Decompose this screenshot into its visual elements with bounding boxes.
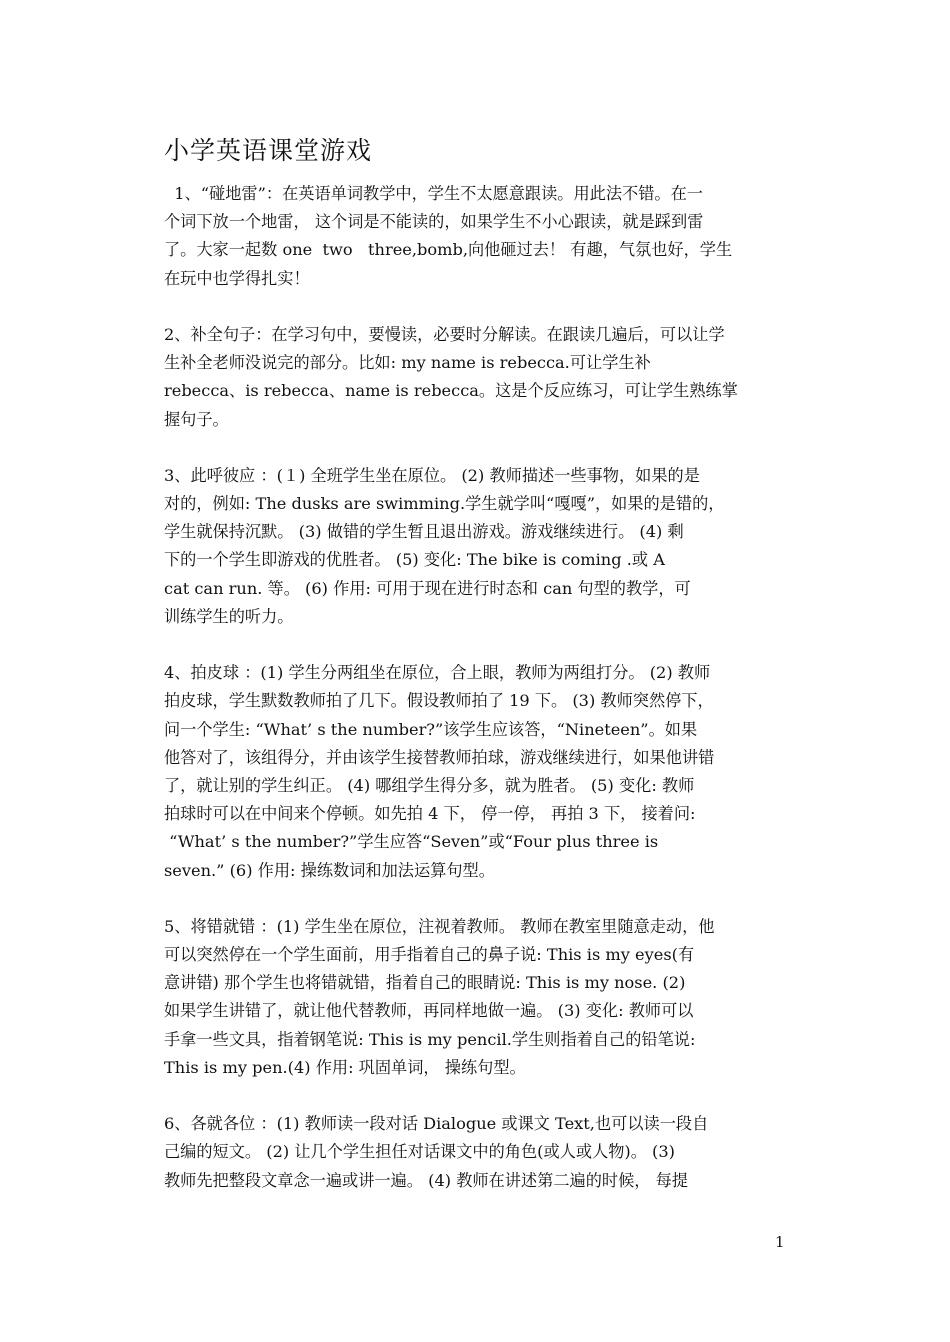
document-title: 小学英语课堂游戏: [164, 136, 373, 165]
paragraph-line: 生补全老师没说完的部分。比如: my name is rebecca.可让学生补: [164, 353, 651, 373]
paragraph: [164, 180, 788, 293]
paragraph-line: 4、拍皮球 ：(1) 学生分两组坐在原位，合上眼，教师为两组打分。 (2) 教师: [164, 663, 711, 683]
paragraph-line: 教师先把整段文章念一遍或讲一遍。 (4) 教师在讲述第二遍的时候， 每提: [164, 1170, 688, 1190]
paragraph: [164, 659, 788, 885]
page-number: 1: [775, 1233, 785, 1251]
paragraph-line: 了。大家一起数 one two three,bomb,向他砸过去！ 有趣，气氛也好，学生: [164, 240, 733, 260]
paragraph-line: 握句子。: [164, 409, 229, 429]
paragraph-line: 手拿一些文具，指着钢笔说: This is my pencil.学生则指着自己的铅笔说:: [164, 1029, 696, 1049]
paragraph: [164, 913, 788, 1082]
paragraph-line: 学生就保持沉默。 (3) 做错的学生暂且退出游戏。游戏继续进行。 (4) 剩: [164, 522, 684, 542]
paragraph-line: 2、补全句子：在学习句中，要慢读，必要时分解读。在跟读几遍后，可以让学: [164, 324, 725, 344]
paragraph: [164, 321, 788, 434]
paragraph-line: 问一个学生: “What’ s the number?”该学生应该答，“Nineteen”。如果: [164, 719, 698, 739]
paragraph-line: 个词下放一个地雷， 这个词是不能读的，如果学生不小心跟读，就是踩到雷: [164, 212, 704, 232]
paragraph-line: rebecca、is rebecca、name is rebecca。这是个反应练习，可让学生熟练掌: [164, 381, 738, 401]
paragraph-line: 他答对了，该组得分，并由该学生接替教师拍球，游戏继续进行，如果他讲错: [164, 747, 715, 767]
paragraph-line: This is my pen.(4) 作用: 巩固单词， 操练句型。: [164, 1057, 526, 1077]
paragraph-line: 对的，例如: The dusks are swimming.学生就学叫“嘎嘎”，如果的是错的，: [164, 494, 725, 514]
paragraph-line: 拍球时可以在中间来个停顿。如先拍 4 下， 停一停， 再拍 3 下， 接着问:: [164, 804, 696, 824]
paragraph-line: 在玩中也学得扎实！: [164, 268, 310, 288]
paragraph-line: cat can run. 等。 (6) 作用: 可用于现在进行时态和 can 句型的教学，可: [164, 578, 691, 598]
paragraph-line: 训练学生的听力。: [164, 606, 294, 626]
paragraph: [164, 462, 788, 631]
document-body: [164, 180, 788, 1223]
paragraph-line: 可以突然停在一个学生面前，用手指着自己的鼻子说: This is my eyes(有: [164, 945, 695, 965]
paragraph-line: “What’ s the number?”学生应答“Seven”或“Four plus three is: [164, 832, 659, 852]
paragraph-line: 己编的短文。 (2) 让几个学生担任对话课文中的角色(或人或人物)。 (3): [164, 1142, 675, 1162]
paragraph-line: 6、各就各位 ：(1) 教师读一段对话 Dialogue 或课文 Text,也可以读一段自: [164, 1114, 709, 1134]
paragraph-line: 意讲错) 那个学生也将错就错，指着自己的眼睛说: This is my nose. (2): [164, 973, 686, 993]
paragraph-line: 5、将错就错 ：(1) 学生坐在原位，注视着教师。 教师在教室里随意走动，他: [164, 916, 715, 936]
paragraph-line: 如果学生讲错了，就让他代替教师，再同样地做一遍。 (3) 变化: 教师可以: [164, 1001, 694, 1021]
paragraph-line: 了，就让别的学生纠正。 (4) 哪组学生得分多，就为胜者。 (5) 变化: 教师: [164, 775, 695, 795]
paragraph: [164, 1110, 788, 1195]
paragraph-line: 1、“碰地雷”：在英语单词教学中，学生不太愿意跟读。用此法不错。在一: [164, 184, 703, 203]
paragraph-line: 3、此呼彼应 ：(１) 全班学生坐在原位。 (2) 教师描述一些事物，如果的是: [164, 465, 700, 485]
paragraph-line: 下的一个学生即游戏的优胜者。 (5) 变化: The bike is coming .或 A: [164, 550, 665, 570]
paragraph-line: seven.” (6) 作用: 操练数词和加法运算句型。: [164, 860, 495, 880]
paragraph-line: 拍皮球，学生默数教师拍了几下。假设教师拍了 19 下。 (3) 教师突然停下，: [164, 691, 714, 711]
